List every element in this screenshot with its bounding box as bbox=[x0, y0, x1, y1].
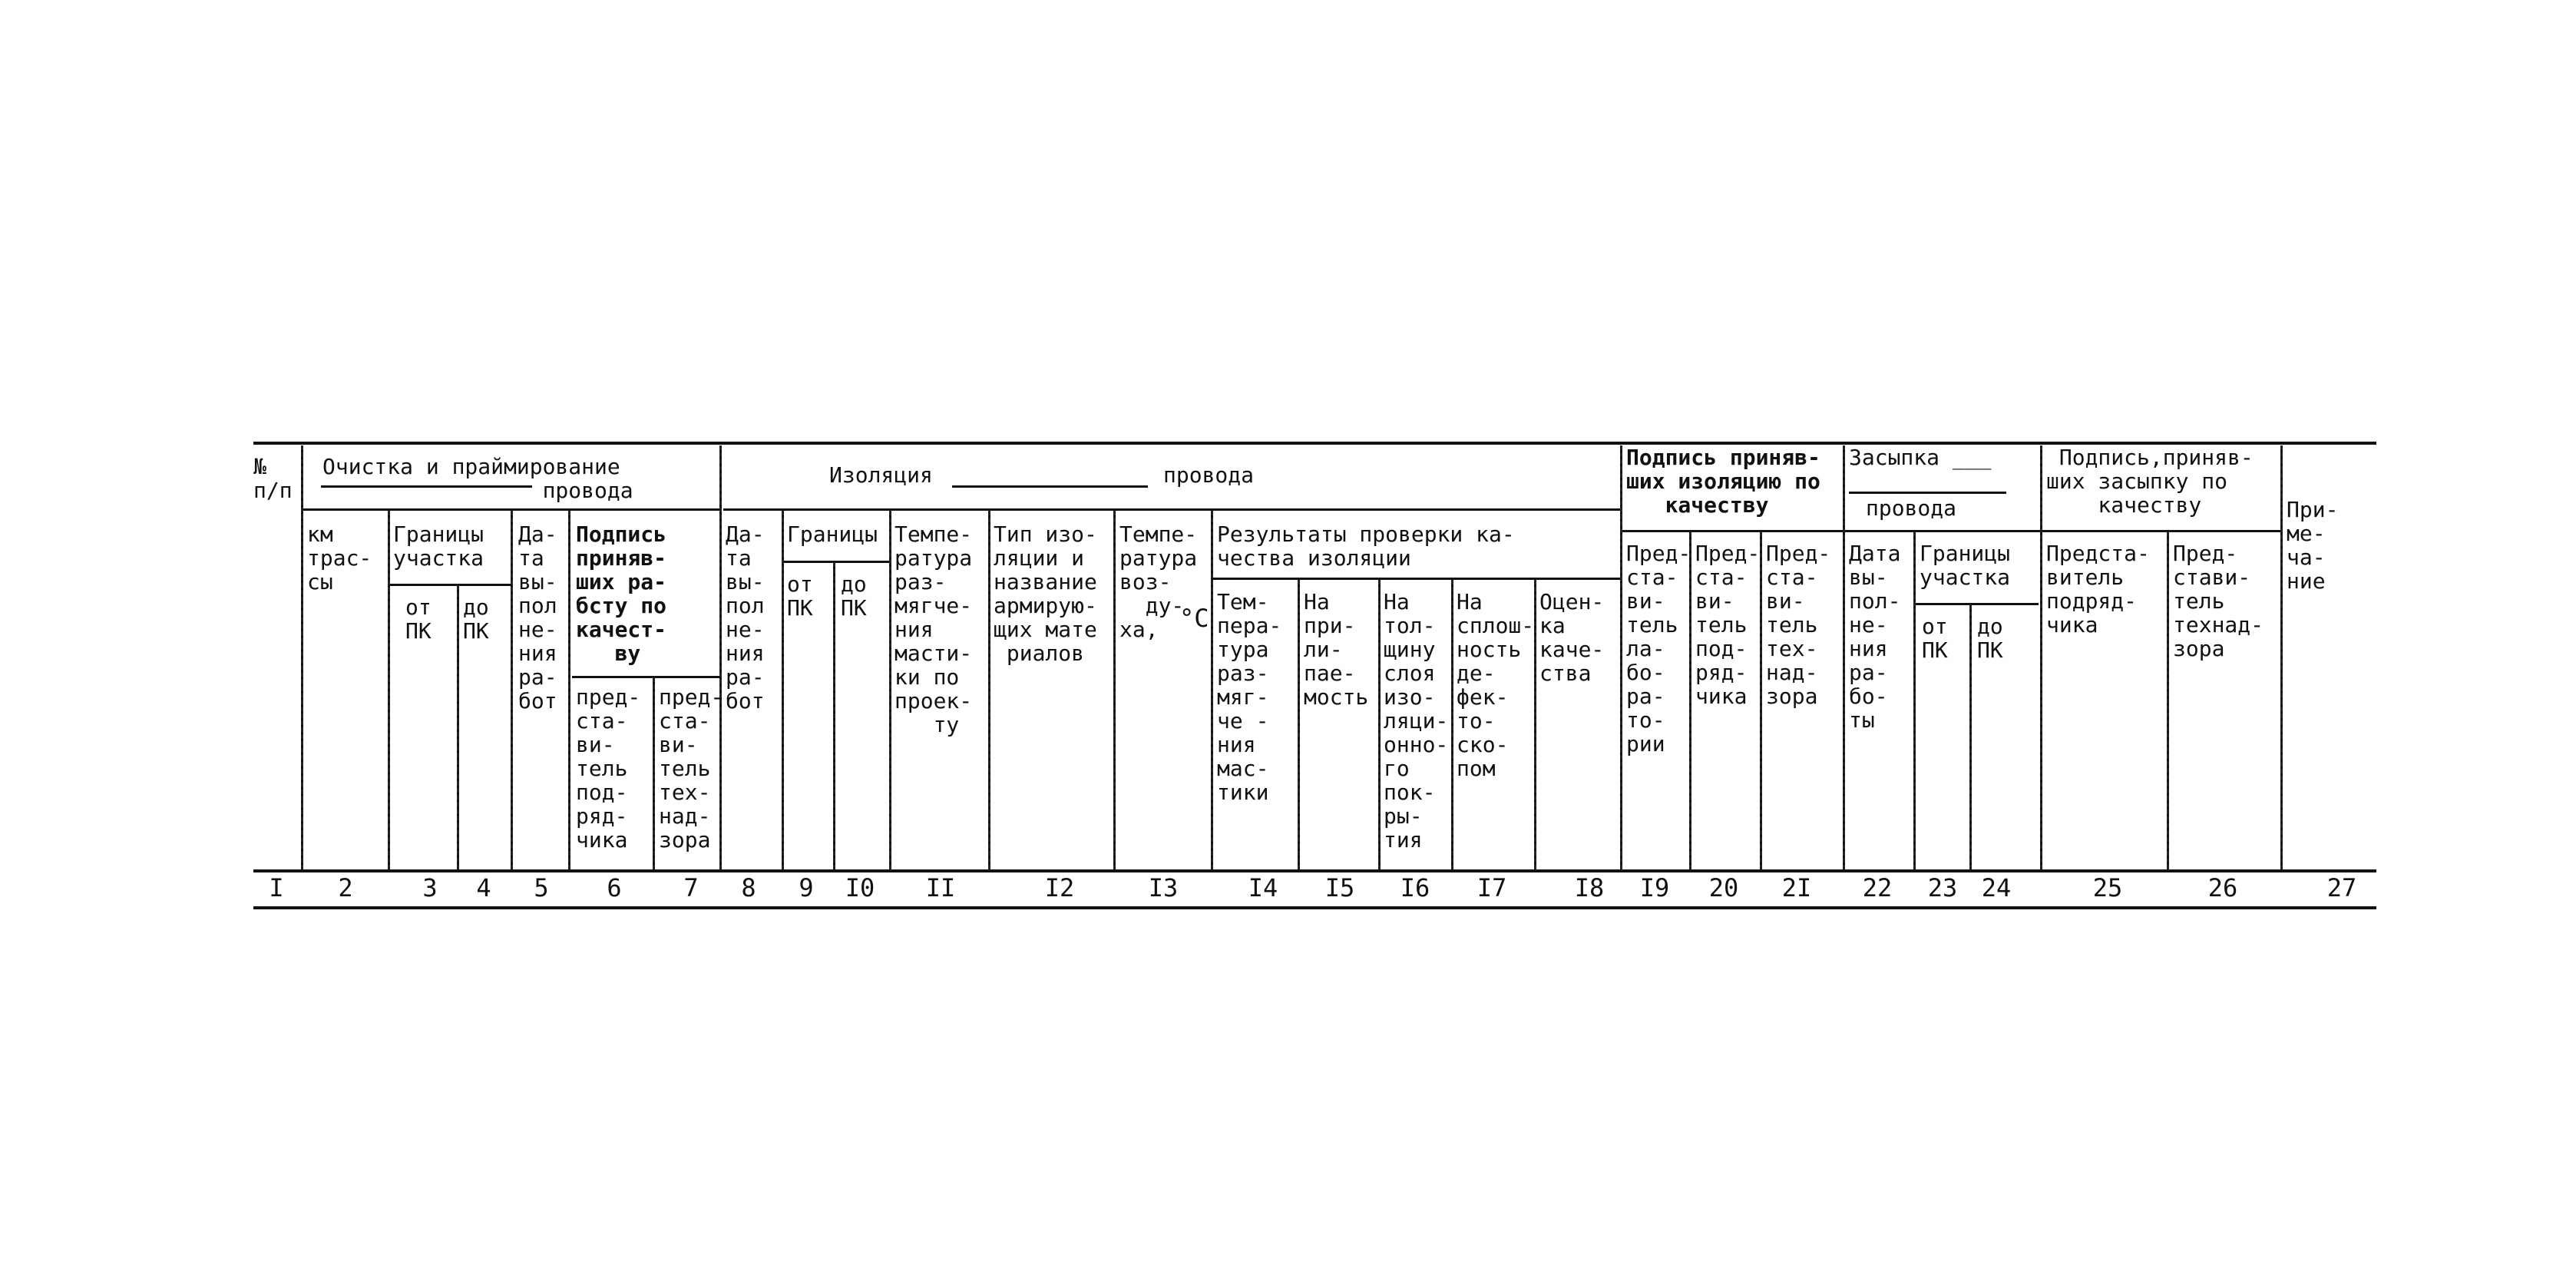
col-10-header: до ПК bbox=[841, 571, 867, 621]
col-19-header: Пред- ста- ви- тель ла- бо- ра- то- рии bbox=[1626, 541, 1691, 757]
col-16-header: На тол- щину слоя изо- ляци- онно- го пок- ры- тия bbox=[1384, 589, 1449, 853]
sign-back-rule bbox=[2042, 530, 2280, 532]
backfill-rule bbox=[1844, 530, 2040, 532]
col-26-header: Пред- стави- тель технад- зора bbox=[2173, 541, 2264, 661]
col-number: 6 bbox=[607, 873, 622, 902]
col-number: 20 bbox=[1708, 873, 1739, 902]
col-number: 5 bbox=[534, 873, 549, 902]
col-13-header: Темпе- ратура воз- ду- ха, bbox=[1119, 521, 1198, 642]
col-5-header: Да- та вы- пол не- ния ра- бот bbox=[518, 521, 557, 714]
group-backfill-header: Засыпка ___ bbox=[1849, 445, 1992, 470]
col-11-header: Темпе- ратура раз- мягче- ния масти- ки по проек- ту bbox=[894, 521, 973, 737]
col-number: I bbox=[269, 873, 284, 902]
group-sign-isolation-header: Подпись приняв- ших изоляцию по качеству bbox=[1626, 445, 1820, 518]
col-sep bbox=[1451, 580, 1453, 869]
col-15-header: На при- ли- пае- мость bbox=[1304, 589, 1369, 710]
col-3-header: от ПК bbox=[405, 594, 432, 644]
col-number: I6 bbox=[1400, 873, 1430, 902]
col-17-header: На сплош- ность де- фек- то- ско- пом bbox=[1457, 589, 1535, 781]
col-sep bbox=[1534, 580, 1536, 869]
col-sep bbox=[889, 511, 891, 869]
col-number: I2 bbox=[1044, 873, 1075, 902]
col-number: 8 bbox=[741, 873, 756, 902]
col-13-unit: °C bbox=[1179, 604, 1209, 633]
col-9-header: от ПК bbox=[787, 571, 813, 621]
col-number: 2I bbox=[1781, 873, 1812, 902]
group-9-10-header: Границы bbox=[787, 521, 878, 547]
numbers-bottom-rule bbox=[253, 906, 2376, 909]
col-sep bbox=[1760, 532, 1762, 869]
col-27-header: При- ме- ча- ние bbox=[2287, 497, 2339, 594]
col-21-header: Пред- ста- ви- тель тех- над- зора bbox=[1766, 541, 1831, 709]
col-number: 3 bbox=[422, 873, 438, 902]
col-1-header: № п/п bbox=[253, 454, 293, 503]
col-14-header: Тем- пера- тура раз- мяг- че - ния мас- тики bbox=[1217, 589, 1282, 805]
col-sep bbox=[1378, 580, 1381, 869]
col-number: 22 bbox=[1862, 873, 1893, 902]
col-2-header: км трас- сы bbox=[307, 521, 372, 594]
col-20-header: Пред- ста- ви- тель под- ряд- чика bbox=[1695, 541, 1761, 709]
col-number: 24 bbox=[1981, 873, 2012, 902]
col-number: 25 bbox=[2092, 873, 2123, 902]
col-number: 2 bbox=[338, 873, 353, 902]
col-sep bbox=[988, 511, 990, 869]
col-number: I3 bbox=[1148, 873, 1179, 902]
group-6-7-header: Подпись приняв- ших ра- бсту по качест- ву bbox=[576, 521, 667, 666]
rule-6-7 bbox=[572, 676, 719, 678]
col-sep bbox=[1113, 511, 1116, 869]
col-sep bbox=[782, 511, 784, 869]
col-sep bbox=[568, 511, 570, 869]
col-sep bbox=[1913, 532, 1916, 869]
col-sep bbox=[1620, 445, 1622, 869]
group-cleaning-header: Очистка и праймирование провода bbox=[322, 454, 633, 503]
col-sep bbox=[2040, 445, 2042, 869]
col-12-header: Тип изо- ляции и название армирую- щих мате риалов bbox=[994, 521, 1097, 666]
header-bottom-rule bbox=[253, 869, 2376, 872]
col-8-header: Да- та вы- пол не- ния ра- бот bbox=[726, 521, 765, 714]
col-number: I9 bbox=[1639, 873, 1670, 902]
col-sep bbox=[653, 677, 655, 869]
col-number: 26 bbox=[2207, 873, 2238, 902]
col-7-header: пред- ста- ви- тель тех- над- зора bbox=[659, 684, 724, 853]
iso-blank-line bbox=[952, 485, 1148, 488]
group-23-24-header: Границы участка bbox=[1920, 541, 2011, 590]
col-sep bbox=[2167, 532, 2169, 869]
rule-9-10 bbox=[782, 561, 889, 563]
col-sep bbox=[833, 562, 835, 869]
col-number: I4 bbox=[1248, 873, 1278, 902]
col-number: I5 bbox=[1324, 873, 1355, 902]
sign-iso-rule bbox=[1622, 530, 1844, 532]
group-isolation-tail: провода bbox=[1163, 462, 1255, 488]
col-18-header: Оцен- ка каче- ства bbox=[1539, 589, 1605, 686]
iso-rule bbox=[723, 508, 1622, 511]
col-25-header: Предста- витель подряд- чика bbox=[2046, 541, 2150, 637]
col-sep bbox=[1843, 445, 1845, 869]
rule-14-18 bbox=[1213, 578, 1620, 580]
col-number: 27 bbox=[2326, 873, 2357, 902]
col-number: II bbox=[925, 873, 956, 902]
col-23-header: от ПК bbox=[1922, 614, 1948, 663]
col-4-header: до ПК bbox=[463, 594, 489, 644]
backfill-blank-line bbox=[1849, 492, 2006, 494]
col-number: 23 bbox=[1927, 873, 1958, 902]
col-number: I7 bbox=[1476, 873, 1507, 902]
col-24-header: до ПК bbox=[1977, 614, 2003, 663]
col-22-header: Дата вы- пол- не- ния ра- бо- ты bbox=[1849, 541, 1901, 733]
col-number: I0 bbox=[845, 873, 875, 902]
col-number: I8 bbox=[1574, 873, 1605, 902]
col-sep bbox=[1211, 511, 1213, 869]
col-sep bbox=[1969, 604, 1972, 869]
col-6-header: пред- ста- ви- тель под- ряд- чика bbox=[576, 684, 641, 853]
group-sign-backfill-header: Подпись,приняв- ших засыпку по качеству bbox=[2046, 445, 2254, 518]
col-sep bbox=[388, 511, 390, 869]
col-number: 9 bbox=[799, 873, 814, 902]
group-3-4-header: Границы участка bbox=[393, 521, 484, 571]
col-sep bbox=[301, 445, 303, 869]
rule-23-24 bbox=[1916, 603, 2039, 605]
col-number: 4 bbox=[476, 873, 491, 902]
rule-3-4 bbox=[388, 584, 511, 586]
group-isolation-header: Изоляция bbox=[829, 462, 933, 488]
col-sep bbox=[457, 585, 459, 869]
col-number: 7 bbox=[683, 873, 699, 902]
col-sep bbox=[511, 511, 513, 869]
col-sep bbox=[1298, 580, 1300, 869]
group-14-18-header: Результаты проверки ка- чества изоляции bbox=[1217, 521, 1515, 571]
col-sep bbox=[2280, 445, 2283, 869]
group-backfill-tail: провода bbox=[1866, 495, 1957, 521]
